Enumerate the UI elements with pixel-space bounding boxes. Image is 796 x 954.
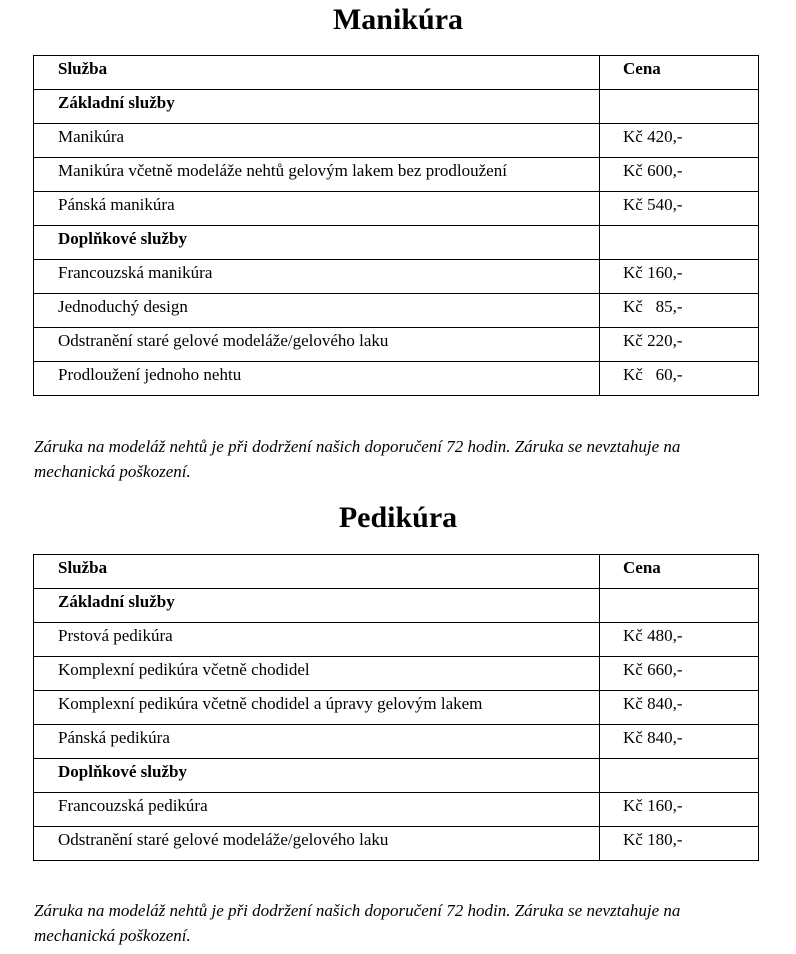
price-cell: Kč 60,- [600,362,759,396]
pedikura-title: Pedikúra [338,501,458,534]
price-cell: Kč 600,- [600,158,759,192]
table-row [34,226,759,260]
table-row [34,725,759,759]
manikura-warranty-note: Záruka na modeláž nehtů je při dodržení našich doporučení 72 hodin. Záruka se nevztahuje na mechanická poškození. [34,437,681,481]
service-cell: Jednoduchý design [34,294,600,328]
table-row [34,759,759,793]
table-row [34,124,759,158]
table-row [34,657,759,691]
table-row [34,90,759,124]
price-cell [600,226,759,260]
table-row [34,691,759,725]
service-cell: Prodloužení jednoho nehtu [34,362,600,396]
table-row [34,328,759,362]
price-column-header: Cena [600,56,759,90]
service-cell: Odstranění staré gelové modeláže/gelového laku [34,827,600,861]
table-row [34,589,759,623]
service-column-header: Služba [34,555,600,589]
table-row [34,192,759,226]
price-cell: Kč 840,- [600,725,759,759]
price-cell: Kč 540,- [600,192,759,226]
service-cell: Komplexní pedikúra včetně chodidel [34,657,600,691]
price-cell: Kč 660,- [600,657,759,691]
price-cell: Kč 480,- [600,623,759,657]
table-row [34,793,759,827]
pedikura-price-table [33,554,759,861]
manikura-title: Manikúra [332,3,464,36]
service-column-header: Služba [34,56,600,90]
service-cell: Prstová pedikúra [34,623,600,657]
table-row [34,827,759,861]
service-cell: Doplňkové služby [34,226,600,260]
service-cell: Základní služby [34,90,600,124]
table-row [34,362,759,396]
price-cell [600,90,759,124]
table-header-row [34,56,759,90]
table-row [34,623,759,657]
service-cell: Pánská manikúra [34,192,600,226]
service-cell: Odstranění staré gelové modeláže/gelového laku [34,328,600,362]
price-cell: Kč 420,- [600,124,759,158]
table-row [34,294,759,328]
service-cell: Francouzská pedikúra [34,793,600,827]
service-cell: Manikúra včetně modeláže nehtů gelovým lakem bez prodloužení [34,158,600,192]
price-cell [600,589,759,623]
pedikura-warranty-note: Záruka na modeláž nehtů je při dodržení našich doporučení 72 hodin. Záruka se nevztahuje na mechanická poškození. [34,901,681,945]
table-header-row [34,555,759,589]
price-cell: Kč 220,- [600,328,759,362]
service-cell: Komplexní pedikúra včetně chodidel a úpravy gelovým lakem [34,691,600,725]
service-cell: Pánská pedikúra [34,725,600,759]
table-row [34,260,759,294]
price-cell: Kč 160,- [600,793,759,827]
price-cell: Kč 85,- [600,294,759,328]
service-cell: Základní služby [34,589,600,623]
price-cell: Kč 180,- [600,827,759,861]
service-cell: Doplňkové služby [34,759,600,793]
manikura-price-table [33,55,759,396]
price-cell [600,759,759,793]
price-column-header: Cena [600,555,759,589]
price-cell: Kč 160,- [600,260,759,294]
price-cell: Kč 840,- [600,691,759,725]
service-cell: Francouzská manikúra [34,260,600,294]
table-row [34,158,759,192]
service-cell: Manikúra [34,124,600,158]
